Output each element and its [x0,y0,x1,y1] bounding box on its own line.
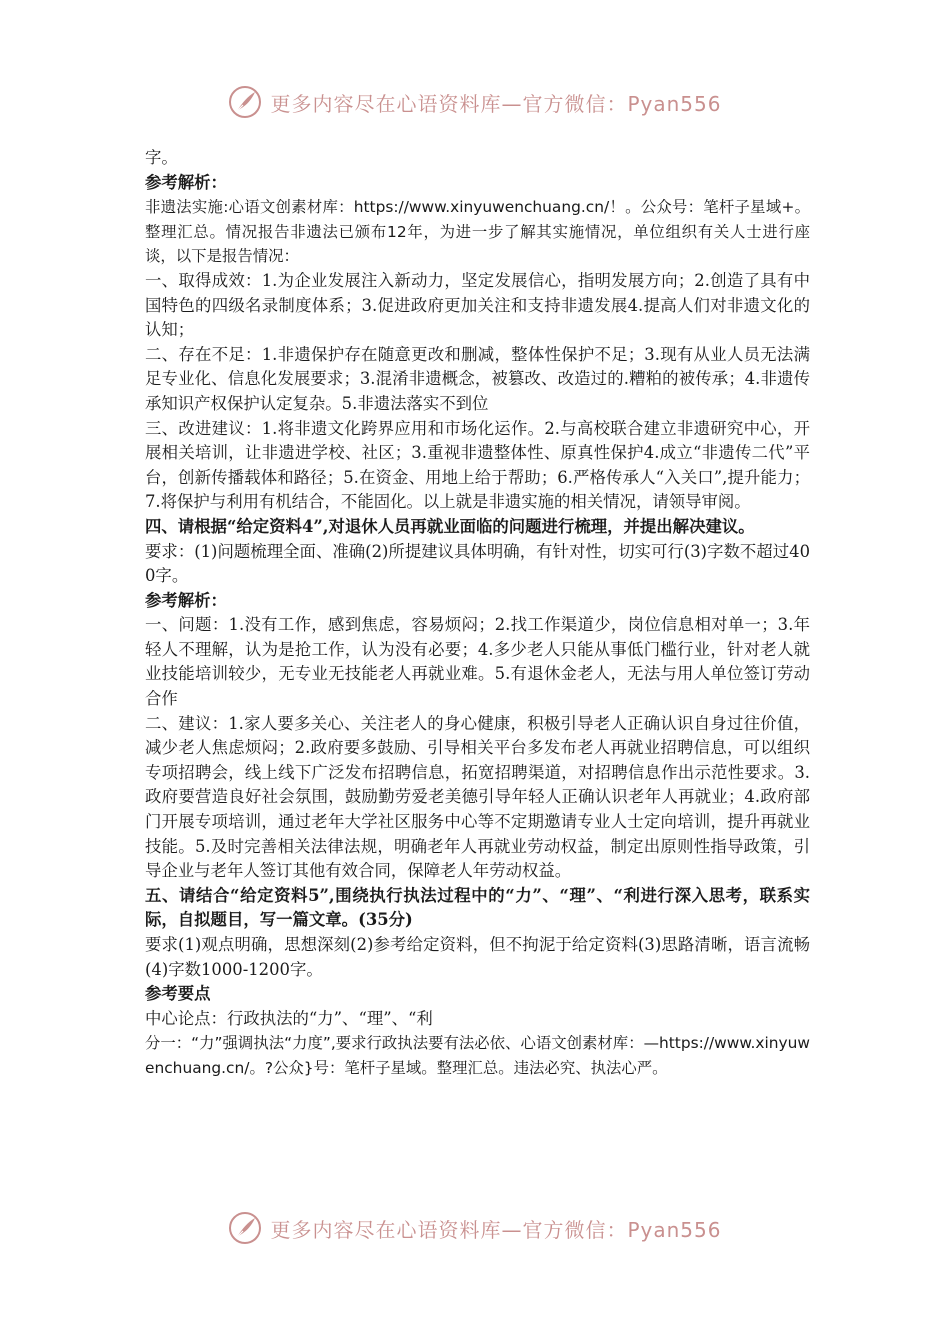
paragraph: 一、取得成效：1.为企业发展注入新动力，坚定发展信心，指明发展方向；2.创造了具有中国特色的四级名录制度体系；3.促进政府更加关注和支持非遗发展4.提高人们对非遗文化的认知； [145,270,810,340]
question-heading: 四、请根据“给定资料4”,对退休人员再就业面临的问题进行梳理，并提出解决建议。 [145,516,755,536]
section-heading: 参考要点 [145,984,211,1004]
paragraph: 二、存在不足：1.非遗保护存在随意更改和删减，整体性保护不足；3.现有从业人员无法满足专业化、信息化发展要求；3.混淆非遗概念，被篡改、改造过的.糟粕的被传承；4.非遗传承知识产权保护认定复杂。5.非遗法落实不到位 [145,344,810,413]
question-heading: 五、请结合“给定资料5”,围绕执行执法过程中的“力”、“理”、“利进行深入思考，联系实际，自拟题目，写一篇文章。(35分) [145,885,810,930]
section-heading: 参考解析： [145,172,227,192]
paragraph: 分一：“力”强调执法“力度”,要求行政执法要有法必依、心语文创素材库：—https://www.xinyuwenchuang.cn/。?公众}号：笔杆子星域。整理汇总。违法必究、执法心严。 [145,1034,810,1077]
footer-banner [0,1208,950,1248]
section-heading: 参考解析： [145,590,227,610]
paragraph: 要求(1)观点明确，思想深刻(2)参考给定资料，但不拘泥于给定资料(3)思路清晰，语言流畅(4)字数1000-1200字。 [145,935,810,979]
paragraph: 非遗法实施:心语文创素材库：https://www.xinyuwenchuang.cn/！。公众号：笔杆子星域+。整理汇总。情况报告非遗法已颁布12年，为进一步了解其实施情况，单位组织有关人士进行座谈，以下是报告情况： [145,198,810,266]
banner-text: 更多内容尽在心语资料库—官方微信：Pyan556 [270,91,722,116]
feather-pen-logo-icon [228,1211,262,1245]
paragraph: 一、问题：1.没有工作，感到焦虑，容易烦闷；2.找工作渠道少，岗位信息相对单一；3.年轻人不理解，认为是抢工作，认为没有必要；4.多少老人只能从事低门槛行业，针对老人就业技能培训较少，无专业无技能老人再就业难。5.有退休金老人，无法与用人单位签订劳动合作 [145,615,810,709]
header-banner [0,82,950,122]
paragraph: 二、建议：1.家人要多关心、关注老人的身心健康，积极引导老人正确认识自身过往价值，减少老人焦虑烦闷；2.政府要多鼓励、引导相关平台多发布老人再就业招聘信息，可以组织专项招聘会，线上线下广泛发布招聘信息，拓宽招聘渠道，对招聘信息作出示范性要求。3.政府要营造良好社会氛围，鼓励勤劳爱老美德引导年轻人正确认识老年人再就业；4.政府部门开展专项培训，通过老年大学社区服务中心等不定期邀请专业人士定向培训，提升再就业技能。5.及时完善相关法律法规，明确老年人再就业劳动权益，制定出原则性指导政策，引导企业与老年人签订其他有效合同，保障老人年劳动权益。 [145,713,810,881]
paragraph: 三、改进建议：1.将非遗文化跨界应用和市场化运作。2.与高校联合建立非遗研究中心，开展相关培训，让非遗进学校、社区；3.重视非遗整体性、原真性保护4.成立“非遗传二代”平台，创新传播载体和路径；5.在资金、用地上给于帮助；6.严格传承人“入关口”,提升能力；7.将保护与利用有机结合，不能固化。以上就是非遗实施的相关情况，请领导审阅。 [145,418,810,512]
document-body [145,146,810,1081]
banner-text: 更多内容尽在心语资料库—官方微信：Pyan556 [270,1217,722,1242]
paragraph: 要求：(1)问题梳理全面、准确(2)所提建议具体明确，有针对性，切实可行(3)字数不超过400字。 [145,541,810,586]
feather-pen-logo-icon [228,85,262,119]
paragraph: 字。 [145,148,178,167]
paragraph: 中心论点：行政执法的“力”、“理”、“利 [145,1008,433,1028]
